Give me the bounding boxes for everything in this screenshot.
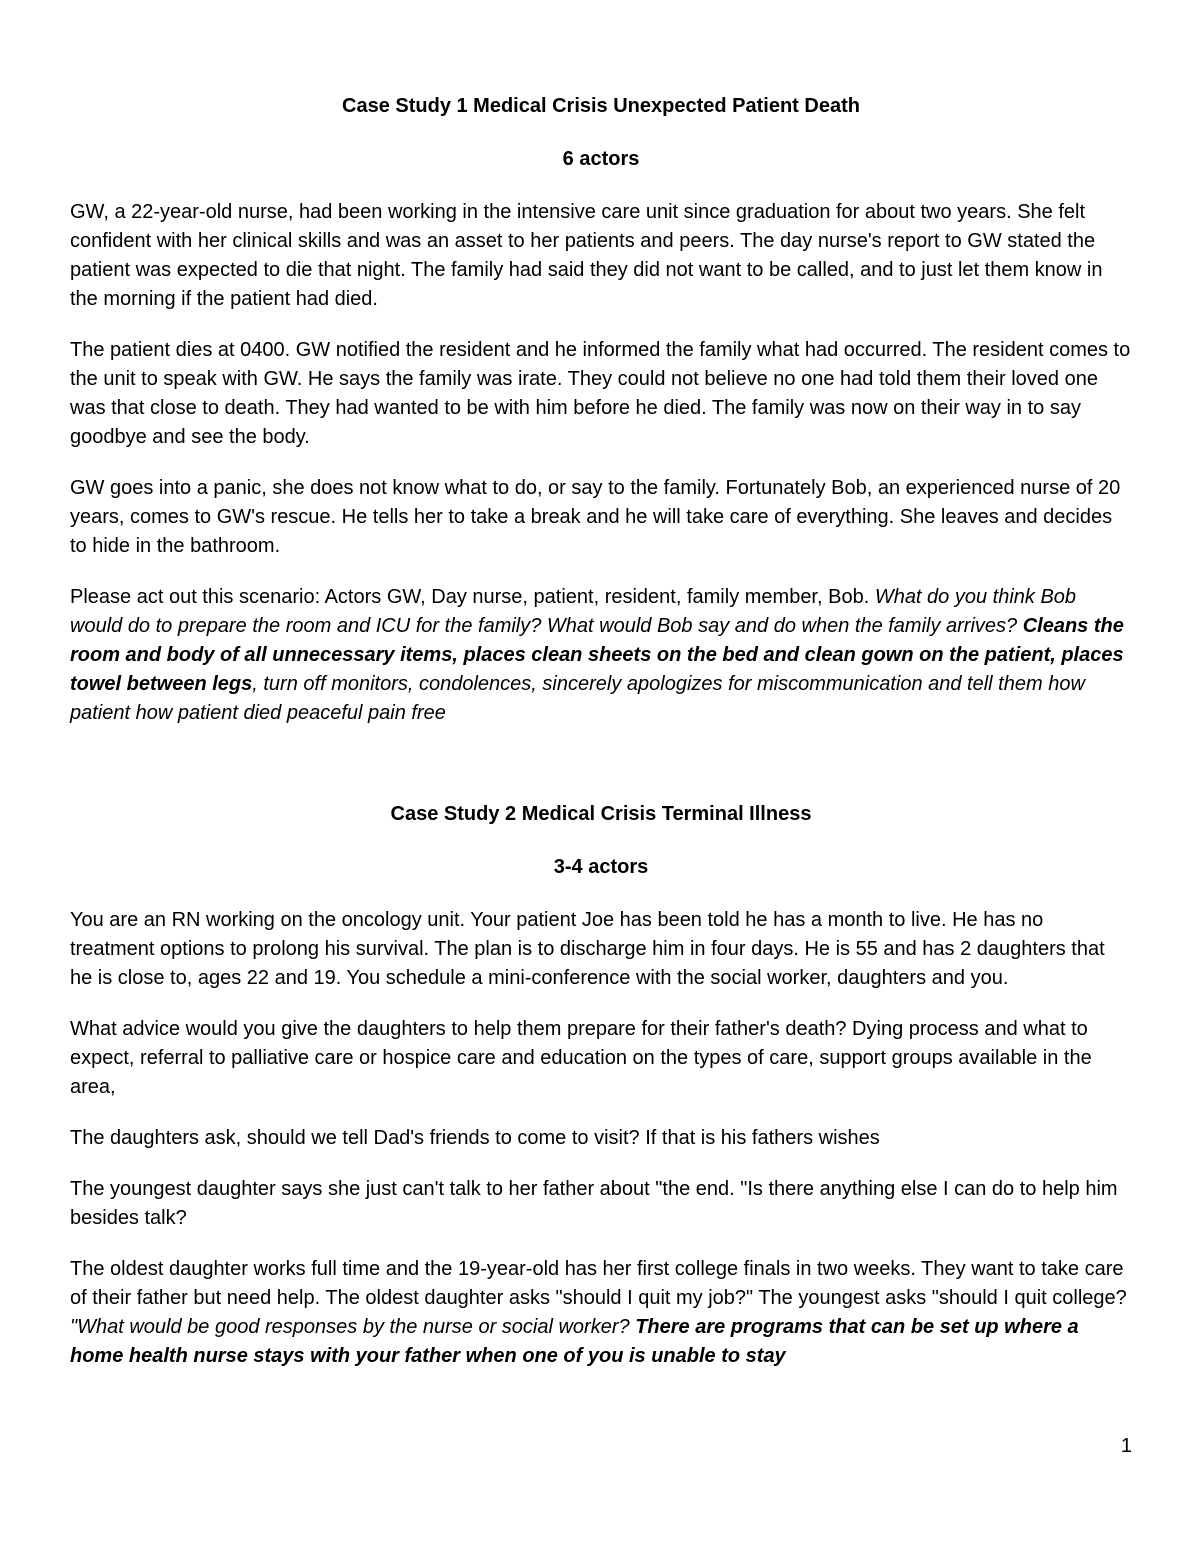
document-body [70, 92, 1132, 1393]
scenario-answer-bold: Cleans the room and body of all unnecessary items, places clean sheets on the bed and clean gown on the patient, places towel between legs [70, 615, 1124, 695]
responses-answer-bold: There are programs that can be set up where a home health nurse stays with your father when one of you is unable to stay [70, 1316, 1079, 1367]
scenario-instruction: Please act out this scenario: Actors GW, Day nurse, patient, resident, family member, Bob. [70, 586, 875, 608]
case-study-2-title: Case Study 2 Medical Crisis Terminal Illness [390, 803, 812, 825]
page-number: 1 [1120, 1435, 1132, 1457]
case-study-2-actors: 3-4 actors [553, 856, 649, 878]
responses-question: "What would be good responses by the nurse or social worker? [70, 1316, 636, 1338]
case-study-2-paragraph-1: You are an RN working on the oncology unit. Your patient Joe has been told he has a month to live. He has no treatment options to prolong his survival. The plan is to discharge him in four days. He is 55 and has 2 daughters that he is close to, ages 22 and 19. You schedule a mini-conference with the social worker, daughters and you. [70, 909, 1105, 989]
case-study-2-paragraph-2: What advice would you give the daughters to help them prepare for their father's death? Dying process and what to expect, referral to palliative care or hospice care and education on the types of care, support groups available in the area, [70, 1018, 1092, 1098]
case-study-1-actors: 6 actors [562, 148, 640, 170]
case-study-2-paragraph-4: The youngest daughter says she just can't talk to her father about "the end. "Is there anything else I can do to help him besides talk? [70, 1178, 1118, 1229]
scenario-answer-rest: , turn off monitors, condolences, sincerely apologizes for miscommunication and tell them how patient how patient died peaceful pain free [70, 673, 1085, 724]
case-study-2-paragraph-3: The daughters ask, should we tell Dad's friends to come to visit? If that is his fathers wishes [70, 1127, 880, 1149]
case-study-1-paragraph-1: GW, a 22-year-old nurse, had been working in the intensive care unit since graduation for about two years. She felt confident with her clinical skills and was an asset to her patients and peers. The day nurse's report to GW stated the patient was expected to die that night. The family had said they did not want to be called, and to just let them know in the morning if the patient had died. [70, 201, 1103, 310]
case-study-1-paragraph-2: The patient dies at 0400. GW notified the resident and he informed the family what had occurred. The resident comes to the unit to speak with GW. He says the family was irate. They could not believe no one had told them their loved one was that close to death. They had wanted to be with him before he died. The family was now on their way in to say goodbye and see the body. [70, 339, 1131, 448]
case-study-1-paragraph-4 [70, 583, 1132, 728]
case-study-1-title: Case Study 1 Medical Crisis Unexpected Patient Death [342, 95, 860, 117]
case-study-1-paragraph-3: GW goes into a panic, she does not know what to do, or say to the family. Fortunately Bob, an experienced nurse of 20 years, comes to GW's rescue. He tells her to take a break and he will take care of everything. She leaves and decides to hide in the bathroom. [70, 477, 1121, 557]
daughters-situation: The oldest daughter works full time and the 19-year-old has her first college finals in two weeks. They want to take care of their father but need help. The oldest daughter asks "should I quit my job?" The youngest asks "should I quit college? [70, 1258, 1127, 1309]
scenario-question: What do you think Bob would do to prepare the room and ICU for the family? What would Bob say and do when the family arrives? [70, 586, 1077, 637]
section-spacer [70, 750, 1132, 800]
case-study-2-paragraph-5 [70, 1255, 1132, 1371]
